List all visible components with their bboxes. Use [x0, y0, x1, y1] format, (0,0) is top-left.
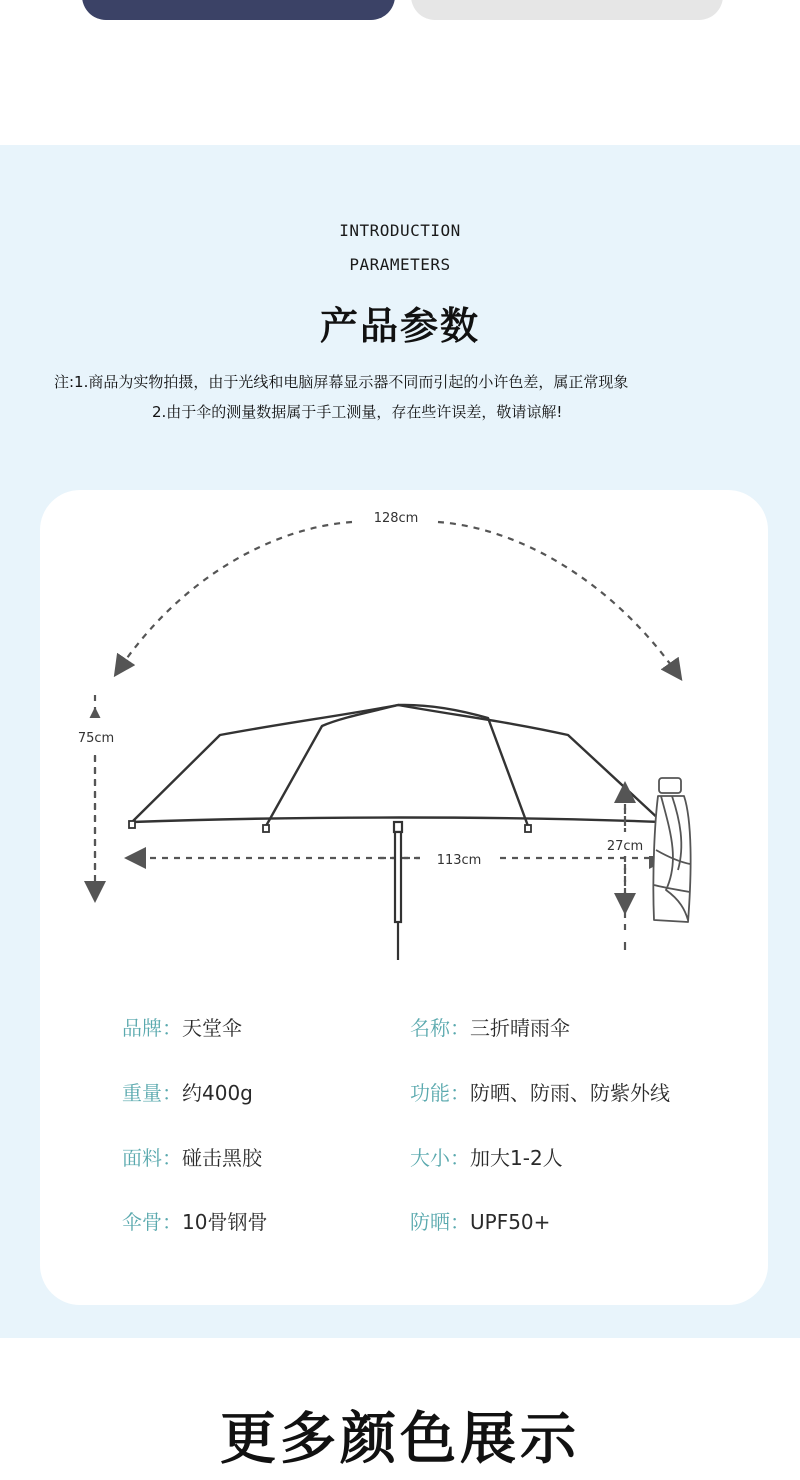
span-dimension-label: 113cm — [436, 853, 482, 868]
spec-brand — [122, 1012, 242, 1041]
intro-heading: INTRODUCTION — [339, 221, 461, 240]
spec-uv-key: 防晒： — [410, 1210, 470, 1234]
spec-brand-value: 天堂伞 — [182, 1016, 242, 1040]
spec-uv — [410, 1206, 550, 1235]
spec-weight-key: 重量： — [122, 1081, 182, 1105]
color-swatch-grey — [411, 0, 723, 20]
spec-name-value: 三折晴雨伞 — [470, 1016, 570, 1040]
arc-dimension — [120, 511, 676, 672]
note-line-2: 2.由于伞的测量数据属于手工测量，存在些许误差，敬请谅解! — [152, 403, 563, 421]
folded-umbrella — [653, 778, 690, 922]
height-dimension-label: 75cm — [77, 731, 115, 746]
spec-ribs-value: 10骨钢骨 — [182, 1210, 268, 1234]
spec-size — [410, 1142, 563, 1171]
spec-brand-key: 品牌： — [122, 1016, 182, 1040]
height-dimension — [70, 695, 122, 892]
folded-dimension-label: 27cm — [606, 839, 644, 854]
spec-size-key: 大小： — [410, 1146, 470, 1170]
spec-fabric-value: 碰击黑胶 — [182, 1146, 262, 1170]
spec-size-value: 加大1-2人 — [470, 1146, 563, 1170]
spec-function — [410, 1077, 670, 1106]
spec-name-key: 名称： — [410, 1016, 470, 1040]
spec-ribs — [122, 1206, 267, 1235]
spec-weight — [122, 1077, 253, 1106]
spec-ribs-key: 伞骨： — [122, 1210, 182, 1234]
spec-function-key: 功能： — [410, 1081, 470, 1105]
umbrella-canopy — [132, 705, 662, 826]
spec-name — [410, 1012, 570, 1041]
note-line-1: 注:1.商品为实物拍摄，由于光线和电脑屏幕显示器不同而引起的小许色差，属正常现象 — [54, 373, 629, 391]
spec-fabric-key: 面料： — [122, 1146, 182, 1170]
folded-dimension — [592, 792, 658, 950]
spec-weight-value: 约400g — [182, 1081, 253, 1105]
parameters-heading: PARAMETERS — [349, 255, 451, 274]
umbrella-diagram — [40, 490, 768, 960]
umbrella-shaft — [387, 822, 409, 960]
arc-dimension-label: 128cm — [373, 511, 419, 526]
spec-card — [40, 490, 768, 1305]
more-colors-title: 更多颜色展示 — [220, 1407, 580, 1472]
spec-uv-value: UPF50+ — [470, 1210, 551, 1234]
spec-fabric — [122, 1142, 262, 1171]
top-strip — [0, 0, 800, 145]
section-title: 产品参数 — [319, 304, 480, 348]
spec-function-value: 防晒、防雨、防紫外线 — [470, 1081, 670, 1105]
color-swatch-navy — [82, 0, 395, 20]
parameters-section — [0, 145, 800, 1338]
